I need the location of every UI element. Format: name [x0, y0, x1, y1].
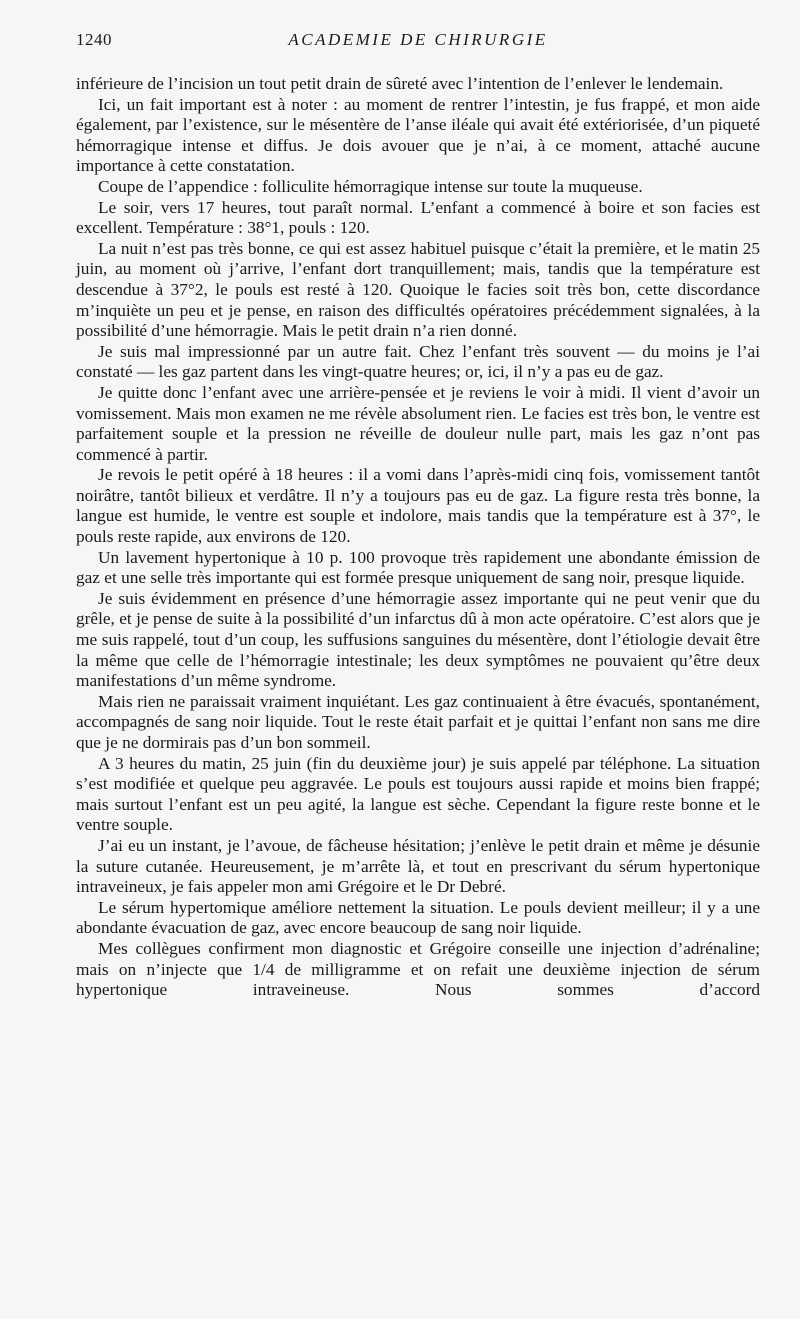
- paragraph: Un lavement hypertonique à 10 p. 100 provoque très rapidement une abondante émission de gaz et une selle très importante qui est formée presque uniquement de sang noir, presque liquide.: [76, 547, 760, 588]
- paragraph: A 3 heures du matin, 25 juin (fin du deuxième jour) je suis appelé par téléphone. La situation s’est modifiée et quelque peu aggravée. Le pouls est toujours aussi rapide et moins bien frappé; mais surtout l’enfant est un peu agité, la langue est sèche. Cependant la figure reste bonne et le ventre souple.: [76, 753, 760, 835]
- paragraph: Je quitte donc l’enfant avec une arrière-pensée et je reviens le voir à midi. Il vient d’avoir un vomissement. Mais mon examen ne me révèle absolument rien. Le facies est très bon, le ventre est parfaitement souple et la pression ne réveille de douleur nulle part, mais les gaz n’ont pas commencé à partir.: [76, 382, 760, 464]
- paragraph: Le sérum hypertomique améliore nettement la situation. Le pouls devient meilleur; il y a une abondante évacuation de gaz, avec encore beaucoup de sang noir liquide.: [76, 897, 760, 938]
- paragraph: Je revois le petit opéré à 18 heures : il a vomi dans l’après-midi cinq fois, vomissement tantôt noirâtre, tantôt bilieux et verdâtre. Il n’y a toujours pas eu de gaz. La figure resta très bonne, la langue est humide, le ventre est souple et indolore, mais tandis que la température est à 37°, le pouls reste rapide, aux environs de 120.: [76, 465, 760, 547]
- body-text: [76, 74, 760, 1001]
- paragraph: J’ai eu un instant, je l’avoue, de fâcheuse hésitation; j’enlève le petit drain et même je désunie la suture cutanée. Heureusement, je m’arrête là, et tout en prescrivant du sérum hypertonique intraveineux, je fais appeler mon ami Grégoire et le Dr Debré.: [76, 835, 760, 897]
- paragraph: Ici, un fait important est à noter : au moment de rentrer l’intestin, je fus frappé, et mon aide également, par l’existence, sur le mésentère de l’anse iléale qui avait été extériorisée, d’un piqueté hémorragique intense et diffus. Je dois avouer que je n’ai, à ce moment, attaché aucune importance à cette constatation.: [76, 94, 760, 176]
- running-title: ACADEMIE DE CHIRURGIE: [288, 30, 548, 49]
- paragraph: Le soir, vers 17 heures, tout paraît normal. L’enfant a commencé à boire et son facies est excellent. Température : 38°1, pouls : 120.: [76, 197, 760, 238]
- paragraph: Mes collègues confirment mon diagnostic et Grégoire conseille une injection d’adrénaline; mais on n’injecte que 1/4 de milligramme et on refait une deuxième injection de sérum hypertonique intraveineuse. Nous sommes d’accord: [76, 938, 760, 1000]
- paragraph: Je suis mal impressionné par un autre fait. Chez l’enfant très souvent — du moins je l’ai constaté — les gaz partent dans les vingt-quatre heures; or, ici, il n’y a pas eu de gaz.: [76, 341, 760, 382]
- paragraph: Mais rien ne paraissait vraiment inquiétant. Les gaz continuaient à être évacués, spontanément, accompagnés de sang noir liquide. Tout le reste était parfait et je quittai l’enfant non sans me dire que je ne dormirais pas d’un bon sommeil.: [76, 691, 760, 752]
- paragraph: Coupe de l’appendice : folliculite hémorragique intense sur toute la muqueuse.: [98, 176, 643, 196]
- page-header: [76, 30, 760, 56]
- paragraph: inférieure de l’incision un tout petit drain de sûreté avec l’intention de l’enlever le lendemain.: [76, 74, 724, 93]
- page-number: 1240: [76, 30, 112, 49]
- paragraph: Je suis évidemment en présence d’une hémorragie assez importante qui ne peut venir que du grêle, et je pense de suite à la possibilité d’un infarctus dû à mon acte opératoire. C’est alors que je me suis rappelé, tout d’un coup, les suffusions sanguines du mésentère, dont l’étiologie devait être la même que celle de l’hémorragie intestinale; les deux symptômes ne pouvaient qu’être deux manifestations d’un même syndrome.: [76, 588, 760, 691]
- paragraph: La nuit n’est pas très bonne, ce qui est assez habituel puisque c’était la première, et le matin 25 juin, au moment où j’arrive, l’enfant dort tranquillement; mais, tandis que la température est descendue à 37°2, le pouls est resté à 120. Quoique le facies soit très bon, cette discordance m’inquiète un peu et je pense, en raison des difficultés opératoires précédemment signalées, à la possibilité d’une hémorragie. Mais le petit drain n’a rien donné.: [76, 238, 760, 341]
